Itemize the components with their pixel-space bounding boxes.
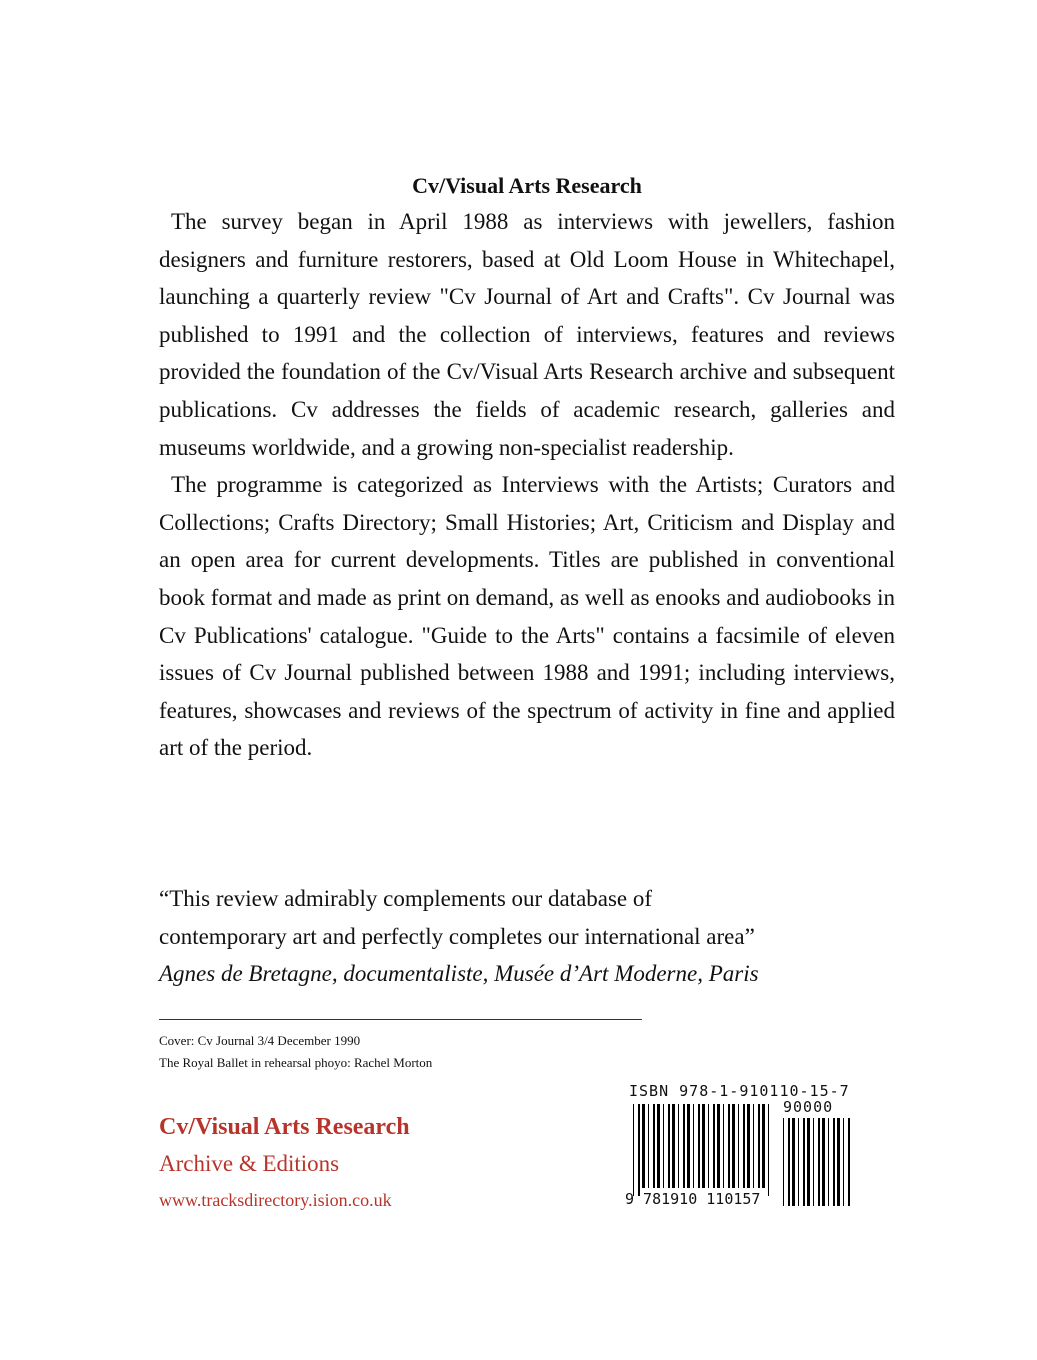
barcode-bar (783, 1118, 784, 1206)
barcode-bar (833, 1118, 835, 1206)
barcode-bar (768, 1104, 769, 1196)
publisher-subtitle: Archive & Editions (159, 1151, 340, 1176)
barcode-bar (762, 1104, 765, 1188)
barcode-bar (738, 1104, 739, 1188)
isbn-label: ISBN 978-1-910110-15-7 (629, 1082, 850, 1100)
barcode-bar (828, 1118, 829, 1206)
paragraph-survey: The survey began in April 1988 as interviews with jewellers, fashion designers and furniture restorers, based at Old Loom House in Whitechapel, launching a quarterly review "Cv Journal of Art and Crafts". Cv Journal was published to 1991 and the collection of interviews, features and reviews provided the foundation of the Cv/Visual Arts Research archive and subsequent publications. Cv addresses the fields of academic research, galleries and museums worldwide, and a growing non-specialist readership. (159, 209, 895, 460)
description-body (159, 203, 895, 767)
barcode-bar (642, 1104, 645, 1188)
barcode-bar (743, 1104, 745, 1188)
barcode-bar (848, 1118, 850, 1206)
barcode-bar (803, 1118, 805, 1206)
barcode-bar (723, 1104, 724, 1188)
barcode-bar (807, 1118, 810, 1206)
barcode-bar (683, 1104, 685, 1188)
quote-line-1: “This review admirably complements our database of (159, 886, 653, 911)
barcode-bar (753, 1104, 754, 1188)
barcode-bar (732, 1104, 735, 1188)
image-credits (159, 1030, 432, 1074)
barcode-bar (693, 1104, 694, 1188)
photo-credit: The Royal Ballet in rehearsal phoyo: Rachel Morton (159, 1055, 433, 1070)
barcode-bar (708, 1104, 709, 1188)
publisher-block (159, 1108, 410, 1218)
barcode-bar (713, 1104, 715, 1188)
barcode-bar (843, 1118, 844, 1206)
barcode-bar (702, 1104, 705, 1188)
cover-credit: Cover: Cv Journal 3/4 December 1990 (159, 1033, 361, 1048)
barcode-bar (798, 1118, 799, 1206)
barcode-bar (638, 1104, 640, 1196)
barcode-bar (822, 1118, 825, 1206)
barcode-bar (653, 1104, 655, 1188)
barcode-bar (813, 1118, 814, 1206)
barcode-bar (788, 1118, 790, 1206)
barcode-bar (663, 1104, 664, 1188)
barcode-bar (668, 1104, 670, 1188)
divider-line (159, 1019, 642, 1020)
barcode-bar (698, 1104, 700, 1188)
quote-attribution: Agnes de Bretagne, documentaliste, Musée d’Art Moderne, Paris (159, 961, 759, 987)
barcode-bar (678, 1104, 679, 1188)
page-heading: Cv/Visual Arts Research (412, 173, 642, 198)
barcode-addon-digits: 90000 (783, 1098, 834, 1116)
barcode-bar (657, 1104, 660, 1188)
barcode-human-digits: 9 781910 110157 (625, 1190, 761, 1208)
publisher-url[interactable]: www.tracksdirectory.ision.co.uk (159, 1190, 392, 1210)
paragraph-programme: The programme is categorized as Interviews with the Artists; Curators and Collections; Crafts Directory; Small Histories; Art, Criticism and Display and an open area for current developments. Titles are published in conventional book format and made as print on demand, as well as enooks and audiobooks in Cv Publications' catalogue. "Guide to the Arts" contains a facsimile of eleven issues of Cv Journal published between 1988 and 1991; including interviews, features, showcases and reviews of the spectrum of activity in fine and applied art of the period. (159, 472, 895, 761)
barcode-bar (728, 1104, 730, 1188)
barcode-bar (758, 1104, 760, 1188)
barcode-bar (648, 1104, 649, 1188)
barcode-bar (717, 1104, 720, 1188)
barcode-bar (818, 1118, 820, 1206)
barcode-bar (747, 1104, 750, 1188)
barcode-bar (687, 1104, 690, 1188)
barcode-bar (633, 1104, 634, 1196)
isbn-barcode (625, 1078, 855, 1213)
publisher-name: Cv/Visual Arts Research (159, 1114, 410, 1140)
barcode-bar (837, 1118, 840, 1206)
barcode-bar (672, 1104, 675, 1188)
barcode-bar (792, 1118, 795, 1206)
quote-line-2: contemporary art and perfectly completes our international area” (159, 923, 755, 949)
testimonial-quote (159, 880, 895, 993)
